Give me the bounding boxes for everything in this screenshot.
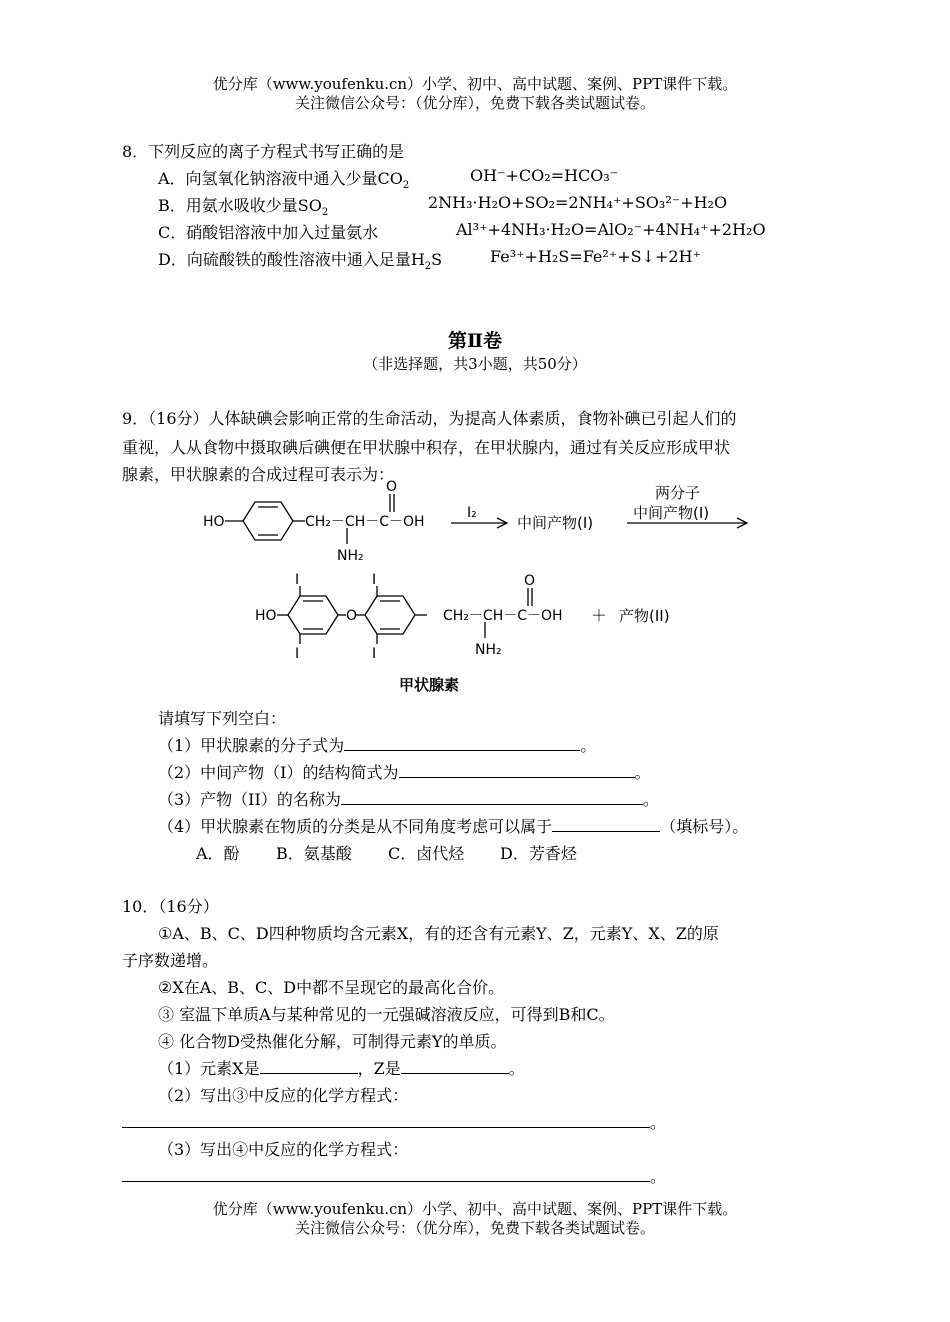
q10-sub-1 — [158, 1056, 525, 1079]
footer-line-2: 关注微信公众号：（优分库），免费下载各类试题试卷。 — [294, 1219, 655, 1237]
q9-sub-2-text: （2）中间产物（I）的结构简式为 — [158, 763, 399, 782]
iodine-atom-4: I — [372, 646, 377, 662]
header-line-1: 优分库（www.youfenku.cn）小学、初中、高中试题、案例、PPT课件下载。 — [212, 75, 738, 93]
answer-line-reaction-4[interactable] — [122, 1167, 650, 1182]
q8-option-b-text: B．用氨水吸收少量SO — [158, 196, 322, 215]
q8-option-a-text: A．向氢氧化钠溶液中通入少量CO — [158, 169, 403, 188]
answer-blank-z[interactable] — [401, 1059, 509, 1074]
q9-sub-4 — [158, 814, 748, 837]
q10-sub-3-answer — [122, 1164, 666, 1187]
q9-option-a: A．酚 — [196, 844, 240, 863]
q9-option-b: B．氨基酸 — [276, 844, 352, 863]
plus-sign: ＋ — [591, 606, 608, 625]
q8-option-b: B．用氨水吸收少量$SO_2$ — [158, 196, 329, 219]
q10-condition-2: ②X在A、B、C、D中都不呈现它的最高化合价。 — [158, 978, 505, 997]
q10-sub-1-period: 。 — [508, 1059, 525, 1078]
q9-sub-3-period: 。 — [642, 790, 659, 809]
q8-option-d: D．向硫酸铁的酸性溶液中通入足量$H_2S$ — [158, 250, 443, 273]
footer-line-1: 优分库（www.youfenku.cn）小学、初中、高中试题、案例、PPT课件下载。 — [212, 1200, 738, 1218]
q10-condition-3: ③ 室温下单质A与某种常见的一元强碱溶液反应，可得到B和C。 — [158, 1005, 615, 1024]
q10-sub-3: （3）写出④中反应的化学方程式： — [158, 1140, 409, 1159]
product-ii-label: 产物(II) — [619, 607, 670, 625]
section-title: 第Ⅱ卷 — [447, 330, 502, 352]
q9-sub-4-text: （4）甲状腺素在物质的分类是从不同角度考虑可以属于 — [158, 817, 553, 836]
q9-sub-2-period: 。 — [634, 763, 651, 782]
benzene-ring-3 — [365, 596, 415, 634]
intermediate-product-label: 中间产物(I) — [517, 514, 594, 532]
q10-condition-4: ④ 化合物D受热催化分解，可制得元素Y的单质。 — [158, 1032, 507, 1051]
q9-sub-1-text: （1）甲状腺素的分子式为 — [158, 736, 345, 755]
q8-option-d-text: D．向硫酸铁的酸性溶液中通入足量H — [158, 250, 425, 269]
arrow-label-line-2: 中间产物(I) — [633, 504, 710, 522]
q8-equation-c: Al³⁺+4NH₃·H₂O=AlO₂⁻+4NH₄⁺+2H₂O — [456, 220, 766, 239]
answer-line-reaction-3[interactable] — [122, 1113, 650, 1128]
q10-sub-1-text-b: ，Z是 — [357, 1059, 401, 1078]
q10-head: 10．（16分） — [122, 897, 219, 916]
q10-condition-1-line-1: ①A、B、C、D四种物质均含元素X，有的还含有元素Y、Z，元素Y、X、Z的原 — [158, 924, 719, 943]
answer-blank-4[interactable] — [552, 817, 660, 832]
answer-blank-1[interactable] — [344, 736, 580, 751]
section-subtitle: （非选择题，共3小题，共50分） — [363, 355, 587, 373]
q10-sub-1-text-a: （1）元素X是 — [158, 1059, 260, 1078]
ho-label-1: HO — [203, 514, 225, 530]
q9-sub-3-text: （3）产物（II）的名称为 — [158, 790, 341, 809]
q9-sub-3 — [158, 787, 659, 810]
q9-sub-4-tail: （填标号）。 — [660, 817, 749, 836]
q10-sub-2-period: 。 — [650, 1113, 667, 1132]
q9-sub-1-period: 。 — [580, 736, 597, 755]
thyroxine-synthesis-scheme — [195, 480, 765, 700]
ho-label-2: HO — [255, 608, 277, 624]
q9-prompt: 请填写下列空白： — [158, 709, 287, 728]
iodine-atom-1: I — [295, 572, 300, 588]
side-chain-2: CH₂－CH－C－OH — [443, 608, 563, 624]
q8-equation-d: Fe³⁺+H₂S=Fe²⁺+S↓+2H⁺ — [490, 247, 702, 266]
q10-condition-1-line-2: 子序数递增。 — [122, 951, 219, 970]
q10-sub-2-answer — [122, 1110, 666, 1133]
carbonyl-oxygen-1: O — [386, 480, 398, 495]
q9-line-1: 9．（16分）人体缺碘会影响正常的生命活动，为提高人体素质，食物补碘已引起人们的 — [122, 409, 737, 428]
amino-group-2: NH₂ — [475, 642, 502, 658]
amino-group-1: NH₂ — [337, 548, 364, 564]
q8-option-a: A．向氢氧化钠溶液中通入少量$CO_2$ — [158, 169, 410, 192]
q9-option-d: D．芳香烃 — [500, 844, 577, 863]
q9-sub-1 — [158, 733, 596, 756]
q9-line-3: 腺素，甲状腺素的合成过程可表示为： — [122, 465, 395, 484]
side-chain-1: CH₂－CH－C－OH — [305, 514, 425, 530]
q9-line-2: 重视，人从食物中摄取碘后碘便在甲状腺中积存，在甲状腺内，通过有关反应形成甲状 — [122, 438, 731, 457]
thyroxine-caption: 甲状腺素 — [399, 676, 460, 694]
ether-oxygen: O — [346, 608, 358, 624]
q9-sub-2 — [158, 760, 651, 783]
benzene-ring-1 — [243, 502, 293, 540]
header-line-2: 关注微信公众号：（优分库），免费下载各类试题试卷。 — [294, 94, 655, 112]
iodine-atom-3: I — [372, 572, 377, 588]
arrow-label-line-1: 两分子 — [655, 484, 701, 502]
iodine-reagent: I₂ — [467, 505, 477, 521]
benzene-ring-2 — [288, 596, 338, 634]
answer-blank-x[interactable] — [260, 1059, 358, 1074]
q8-stem: 8．下列反应的离子方程式书写正确的是 — [122, 142, 405, 161]
q10-sub-3-period: 。 — [650, 1167, 667, 1186]
iodine-atom-2: I — [295, 646, 300, 662]
q9-option-c: C．卤代烃 — [388, 844, 465, 863]
q8-equation-b: 2NH₃·H₂O+SO₂=2NH₄⁺+SO₃²⁻+H₂O — [428, 193, 728, 212]
carbonyl-oxygen-2: O — [524, 573, 536, 589]
q10-sub-2: （2）写出③中反应的化学方程式： — [158, 1086, 409, 1105]
answer-blank-2[interactable] — [399, 763, 635, 778]
answer-blank-3[interactable] — [341, 790, 643, 805]
q8-equation-a: OH⁻+CO₂=HCO₃⁻ — [470, 166, 619, 185]
q8-option-c: C．硝酸铝溶液中加入过量氨水 — [158, 223, 379, 242]
